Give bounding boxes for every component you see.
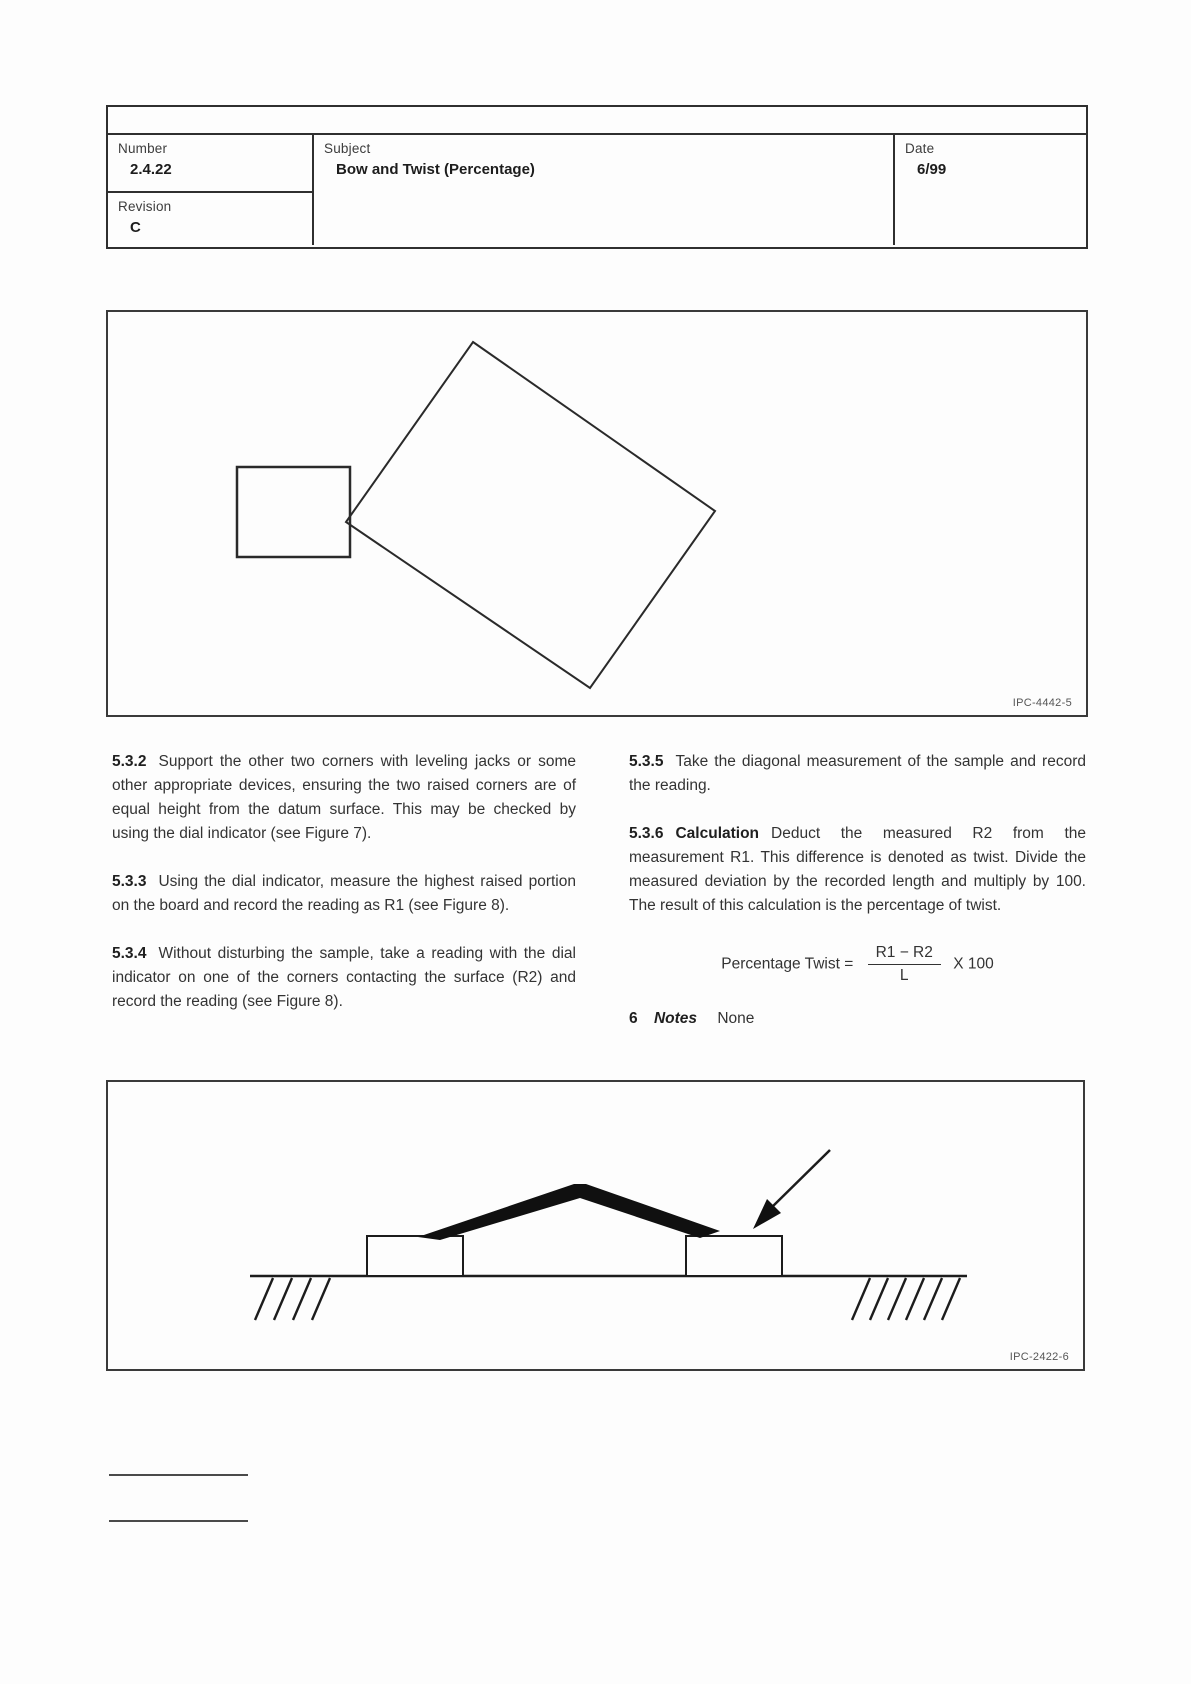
document-header-table — [106, 105, 1088, 249]
figure-bow-diagram — [106, 1080, 1085, 1371]
bow-diagram-svg — [108, 1082, 1079, 1365]
right-hatch-marks — [852, 1278, 960, 1320]
figure2-caption: IPC-2422-6 — [1009, 1351, 1069, 1363]
formula-suffix: X 100 — [953, 955, 994, 973]
section-text: Support the other two corners with leveling jacks or some other appropriate devices, ensuring the two raised corners are of equal height from the datum surface. This may be checked by using the dial indicator (see Figure 7). — [112, 753, 576, 842]
left-hatch-marks — [255, 1278, 330, 1320]
percentage-twist-formula — [629, 944, 1086, 985]
right-text-column — [629, 750, 1086, 1031]
rotated-sample-board-outline — [346, 342, 715, 688]
notes-value: None — [717, 1010, 755, 1027]
section-number: 5.3.6 — [629, 825, 664, 842]
number-value: 2.4.22 — [130, 161, 172, 178]
left-support-block — [367, 1236, 463, 1276]
number-label: Number — [118, 141, 168, 156]
right-support-block — [686, 1236, 782, 1276]
twist-diagram-svg — [108, 312, 1082, 711]
paragraph-5-3-6 — [629, 822, 1086, 918]
paragraph-5-3-3 — [112, 870, 576, 918]
section-text: Deduct the measured R2 from the measurement R1. This difference is denoted as twist. Divide the measured deviation by the recorded length and multiply by 100. The result of this calculation is the percentage of twist. — [629, 825, 1086, 914]
formula-denominator: L — [899, 967, 909, 984]
notes-line — [629, 1007, 1086, 1031]
section-number: 5.3.5 — [629, 753, 664, 770]
header-revision-cell — [108, 191, 314, 245]
section-number: 5.3.4 — [112, 945, 147, 962]
formula-numerator: R1 − R2 — [868, 944, 941, 965]
header-date-cell — [895, 135, 1086, 245]
section-number: 5.3.3 — [112, 873, 147, 890]
subject-label: Subject — [324, 141, 371, 156]
section-text: Take the diagonal measurement of the sample and record the reading. — [629, 753, 1086, 794]
paragraph-5-3-4 — [112, 942, 576, 1014]
left-text-column — [112, 750, 576, 1038]
paragraph-5-3-2 — [112, 750, 576, 846]
header-top-strip — [108, 107, 1086, 135]
notes-number: 6 — [629, 1010, 638, 1027]
subject-value: Bow and Twist (Percentage) — [336, 161, 535, 178]
section-text: Without disturbing the sample, take a reading with the dial indicator on one of the corners contacting the surface (R2) and record the reading (see Figure 8). — [112, 945, 576, 1010]
notes-label: Notes — [653, 1010, 698, 1027]
footnote-rule-top — [109, 1474, 248, 1476]
section-title: Calculation — [675, 825, 760, 842]
date-label: Date — [905, 141, 935, 156]
date-value: 6/99 — [917, 161, 947, 178]
figure1-caption: IPC-4442-5 — [1012, 697, 1072, 709]
figure-twist-diagram — [106, 310, 1088, 717]
arrow-icon — [753, 1150, 830, 1229]
header-number-cell — [108, 135, 314, 191]
revision-value: C — [130, 219, 141, 236]
header-subject-cell — [314, 135, 895, 245]
section-number: 5.3.2 — [112, 753, 147, 770]
footnote-rule-bottom — [109, 1520, 248, 1522]
formula-prefix: Percentage Twist = — [721, 955, 854, 973]
revision-label: Revision — [118, 199, 172, 214]
section-text: Using the dial indicator, measure the highest raised portion on the board and record the reading as R1 (see Figure 8). — [112, 873, 576, 914]
reference-block-rectangle — [237, 467, 350, 557]
bowed-sample-board — [418, 1184, 720, 1240]
paragraph-5-3-5 — [629, 750, 1086, 798]
formula-fraction — [868, 944, 941, 985]
